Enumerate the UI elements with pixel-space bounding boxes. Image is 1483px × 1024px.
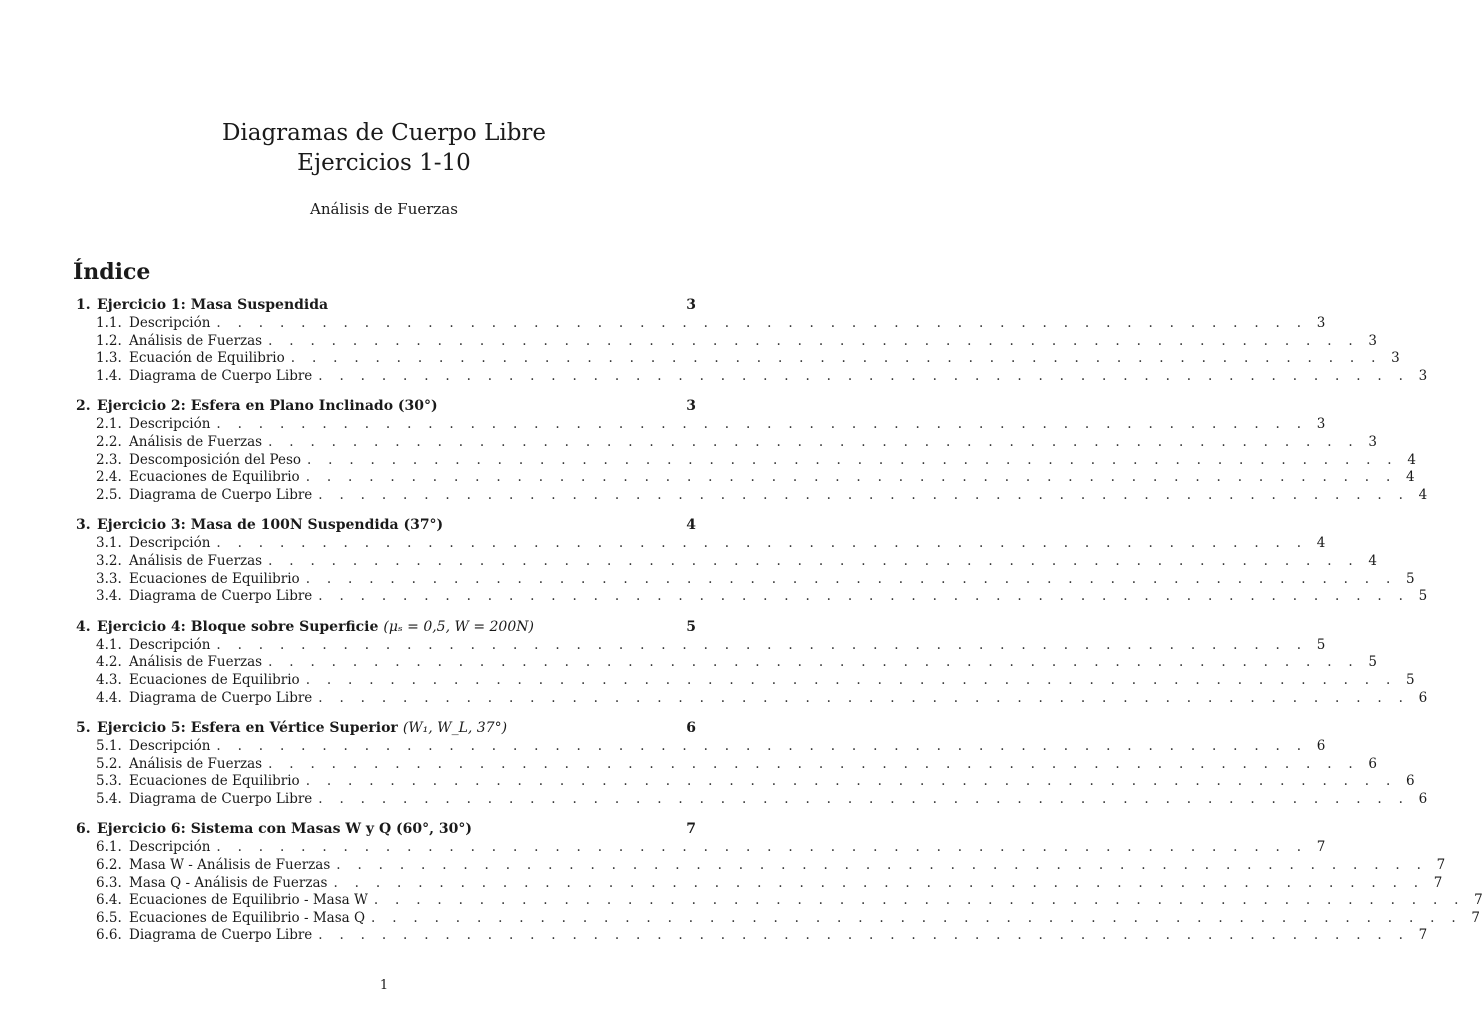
toc-page-number: 3 xyxy=(1316,416,1326,433)
toc-section xyxy=(76,618,1428,707)
toc-page-number: 7 xyxy=(1418,927,1428,944)
toc-subsection-number: 3.1. xyxy=(96,535,122,552)
toc-subsection-number: 2.3. xyxy=(96,451,122,468)
toc-section-title: Ejercicio 4: Bloque sobre Superficie xyxy=(97,618,379,635)
toc-subsection-number: 3.3. xyxy=(96,570,122,587)
toc-section-entry[interactable] xyxy=(76,820,696,839)
toc-subsection-number: 5.3. xyxy=(96,773,122,790)
toc-subsection-title: Análisis de Fuerzas xyxy=(129,332,263,349)
toc-dot-leader: . . . . . . . . . . . . . . . . . . . . . . . . . . . . . . . . . . . . . . . . . . . . . . . . . . . . xyxy=(216,535,1308,552)
toc-subsection-number: 4.4. xyxy=(96,689,122,706)
toc-dot-leader: . . . . . . . . . . . . . . . . . . . . . . . . . . . . . . . . . . . . . . . . . . . . . . . . . . . . xyxy=(268,654,1360,671)
toc-subsection-number: 6.2. xyxy=(96,857,122,874)
toc-dot-leader: . . . . . . . . . . . . . . . . . . . . . . . . . . . . . . . . . . . . . . . . . . . . . . . . . . . . xyxy=(305,773,1397,790)
toc-subsection-number: 6.5. xyxy=(96,909,122,926)
toc-dot-leader: . . . . . . . . . . . . . . . . . . . . . . . . . . . . . . . . . . . . . . . . . . . . . . . . . . . . xyxy=(268,755,1360,772)
toc-subsection-number: 1.3. xyxy=(96,350,122,367)
toc-dot-leader: . . . . . . . . . . . . . . . . . . . . . . . . . . . . . . . . . . . . . . . . . . . . . . . . . . . . xyxy=(290,350,1382,367)
toc-page-number: 7 xyxy=(1433,874,1443,891)
toc-page-number: 5 xyxy=(1316,636,1326,653)
toc-section xyxy=(76,516,1428,605)
toc-section-number: 5. xyxy=(76,720,91,737)
document-subtitle: Análisis de Fuerzas xyxy=(310,200,458,218)
toc-section-title: Ejercicio 3: Masa de 100N Suspendida (37°) xyxy=(97,517,444,534)
toc-dot-leader: . . . . . . . . . . . . . . . . . . . . . . . . . . . . . . . . . . . . . . . . . . . . . . . . . . . . xyxy=(305,570,1397,587)
toc-subsection-entry[interactable] xyxy=(76,927,1428,945)
toc-page-number: 6 xyxy=(686,720,696,737)
toc-subsection-number: 2.1. xyxy=(96,416,122,433)
toc-subsection-entry[interactable] xyxy=(76,790,1428,809)
toc-dot-leader: . . . . . . . . . . . . . . . . . . . . . . . . . . . . . . . . . . . . . . . . . . . . . . . . . . . . xyxy=(318,588,1410,605)
toc-page-number: 7 xyxy=(686,821,696,838)
toc-subsection-title: Análisis de Fuerzas xyxy=(129,433,263,450)
toc-subsection-title: Ecuaciones de Equilibrio xyxy=(129,671,300,688)
toc-dot-leader: . . . . . . . . . . . . . . . . . . . . . . . . . . . . . . . . . . . . . . . . . . . . . . . . . . . . xyxy=(216,738,1308,755)
toc-subsection-entry[interactable] xyxy=(76,588,1428,606)
toc-section-title: Ejercicio 6: Sistema con Masas W y Q (60°, 30°) xyxy=(97,821,472,838)
toc-page-number: 5 xyxy=(1368,654,1378,671)
toc-subsection-title: Análisis de Fuerzas xyxy=(129,755,263,772)
toc-section-title: Ejercicio 5: Esfera en Vértice Superior xyxy=(97,720,398,737)
toc-page-number: 4 xyxy=(1418,486,1428,503)
toc-section xyxy=(76,296,1428,385)
toc-dot-leader: . . . . . . . . . . . . . . . . . . . . . . . . . . . . . . . . . . . . . . . . . . . . . . . . . . . . xyxy=(305,469,1397,486)
toc-subsection-title: Ecuaciones de Equilibrio xyxy=(129,469,300,486)
toc-page-number: 3 xyxy=(1418,367,1428,384)
toc-subsection-number: 5.1. xyxy=(96,738,122,755)
toc-subsection-title: Diagrama de Cuerpo Libre xyxy=(129,689,313,706)
toc-section-title-math: (W₁, W_L, 37°) xyxy=(402,720,508,737)
toc-page-number: 3 xyxy=(1391,350,1400,367)
toc-subsection-title: Descripción xyxy=(129,315,211,331)
toc-dot-leader: . . . . . . . . . . . . . . . . . . . . . . . . . . . . . . . . . . . . . . . . . . . . . . . . . . . . xyxy=(318,689,1410,706)
toc-dot-leader: . . . . . . . . . . . . . . . . . . . . . . . . . . . . . . . . . . . . . . . . . . . . . . . . . . . . xyxy=(318,486,1410,503)
toc-subsection-title: Diagrama de Cuerpo Libre xyxy=(129,367,313,384)
toc-subsection-title: Ecuaciones de Equilibrio - Masa W xyxy=(129,892,368,909)
toc-page-number: 3 xyxy=(1368,433,1378,450)
toc-subsection-number: 1.1. xyxy=(96,315,122,331)
toc-subsection-number: 5.2. xyxy=(96,755,122,772)
toc-dot-leader: . . . . . . . . . . . . . . . . . . . . . . . . . . . . . . . . . . . . . . . . . . . . . . . . . . . . xyxy=(373,892,1465,909)
toc-subsection-entry[interactable] xyxy=(76,839,1326,857)
toc-subsection-number: 2.5. xyxy=(96,486,122,503)
toc-dot-leader: . . . . . . . . . . . . . . . . . . . . . . . . . . . . . . . . . . . . . . . . . . . . . . . . . . . . xyxy=(216,315,1308,331)
toc-subsection-title: Descripción xyxy=(129,416,211,433)
toc-subsection-number: 6.1. xyxy=(96,839,122,856)
toc-dot-leader: . . . . . . . . . . . . . . . . . . . . . . . . . . . . . . . . . . . . . . . . . . . . . . . . . . . . xyxy=(318,927,1410,944)
toc-dot-leader: . . . . . . . . . . . . . . . . . . . . . . . . . . . . . . . . . . . . . . . . . . . . . . . . . . . . xyxy=(371,909,1462,926)
toc-subsection-title: Diagrama de Cuerpo Libre xyxy=(129,588,313,605)
toc-section-title-math: (μₛ = 0,5, W = 200N) xyxy=(383,618,534,635)
toc-subsection-title: Diagrama de Cuerpo Libre xyxy=(129,927,313,944)
toc-page-number: 5 xyxy=(1418,588,1428,605)
toc-subsection-entry[interactable] xyxy=(76,636,1326,655)
toc-page-number: 7 xyxy=(1471,909,1480,926)
toc-subsection-entry[interactable] xyxy=(76,315,1326,333)
toc-section-entry[interactable] xyxy=(76,296,696,315)
toc-subsection-entry[interactable] xyxy=(76,486,1428,505)
toc-subsection-entry[interactable] xyxy=(76,738,1326,756)
toc-subsection-number: 1.4. xyxy=(96,367,122,384)
toc-page-number: 5 xyxy=(686,618,696,635)
toc-subsection-title: Masa Q - Análisis de Fuerzas xyxy=(129,874,328,891)
toc-subsection-number: 2.2. xyxy=(96,433,122,450)
toc-page-number: 6 xyxy=(1368,755,1378,772)
toc-subsection-title: Diagrama de Cuerpo Libre xyxy=(129,486,313,503)
toc-dot-leader: . . . . . . . . . . . . . . . . . . . . . . . . . . . . . . . . . . . . . . . . . . . . . . . . . . . . xyxy=(216,636,1308,653)
toc-dot-leader: . . . . . . . . . . . . . . . . . . . . . . . . . . . . . . . . . . . . . . . . . . . . . . . . . . . . xyxy=(216,416,1308,433)
toc-page-number: 5 xyxy=(1406,570,1415,587)
toc-subsection-entry[interactable] xyxy=(76,874,1443,893)
toc-section xyxy=(76,719,1428,808)
toc-subsection-entry[interactable] xyxy=(76,671,1415,690)
toc-page-number: 4 xyxy=(1368,552,1378,569)
toc-page-number: 6 xyxy=(1406,773,1415,790)
toc-subsection-title: Análisis de Fuerzas xyxy=(129,552,263,569)
toc-page-number: 4 xyxy=(1316,535,1326,552)
toc-page-number: 3 xyxy=(686,297,696,313)
toc-subsection-entry[interactable] xyxy=(76,469,1415,487)
toc-section-number: 2. xyxy=(76,398,91,415)
toc-page-number: 3 xyxy=(686,398,696,415)
toc-section-entry[interactable] xyxy=(76,719,696,738)
toc-subsection-title: Descripción xyxy=(129,738,211,755)
toc-dot-leader: . . . . . . . . . . . . . . . . . . . . . . . . . . . . . . . . . . . . . . . . . . . . . . . . . . . . xyxy=(268,552,1360,569)
toc-subsection-entry[interactable] xyxy=(76,892,1483,910)
toc-section-title: Ejercicio 2: Esfera en Plano Inclinado (30°) xyxy=(97,398,438,415)
title-block xyxy=(0,118,768,218)
toc-page-number: 6 xyxy=(1418,689,1428,706)
toc-dot-leader: . . . . . . . . . . . . . . . . . . . . . . . . . . . . . . . . . . . . . . . . . . . . . . . . . . . . xyxy=(318,367,1410,384)
toc-subsection-title: Diagrama de Cuerpo Libre xyxy=(129,790,313,807)
toc-subsection-number: 3.4. xyxy=(96,588,122,605)
toc-section xyxy=(76,397,1428,504)
toc-section-number: 4. xyxy=(76,618,91,635)
page-number: 1 xyxy=(379,978,389,993)
document-title-line-1: Diagramas de Cuerpo Libre xyxy=(221,120,547,146)
toc-subsection-number: 4.3. xyxy=(96,671,122,688)
toc-subsection-entry[interactable] xyxy=(76,332,1378,351)
toc-subsection-number: 6.3. xyxy=(96,874,122,891)
toc-subsection-title: Descripción xyxy=(129,535,211,552)
toc-subsection-entry[interactable] xyxy=(76,570,1415,589)
toc-page-number: 6 xyxy=(1316,738,1326,755)
toc-subsection-entry[interactable] xyxy=(76,689,1428,708)
toc-page-number: 3 xyxy=(1316,315,1326,331)
toc-subsection-entry[interactable] xyxy=(76,535,1326,553)
toc-subsection-title: Ecuaciones de Equilibrio xyxy=(129,570,300,587)
toc-page-number: 7 xyxy=(1436,857,1446,874)
toc-subsection-entry[interactable] xyxy=(76,451,1416,470)
toc-page-number: 7 xyxy=(1316,839,1326,856)
toc-subsection-number: 4.1. xyxy=(96,636,122,653)
toc-subsection-entry[interactable] xyxy=(76,773,1415,791)
table-of-contents xyxy=(76,296,1483,957)
toc-dot-leader: . . . . . . . . . . . . . . . . . . . . . . . . . . . . . . . . . . . . . . . . . . . . . . . . . . . . xyxy=(305,671,1397,688)
toc-subsection-number: 6.6. xyxy=(96,927,122,944)
toc-page-number: 3 xyxy=(1368,332,1378,349)
toc-subsection-title: Ecuación de Equilibrio xyxy=(129,350,285,367)
toc-dot-leader: . . . . . . . . . . . . . . . . . . . . . . . . . . . . . . . . . . . . . . . . . . . . . . . . . . . . xyxy=(333,874,1425,891)
toc-subsection-entry[interactable] xyxy=(76,367,1428,386)
toc-subsection-entry[interactable] xyxy=(76,654,1378,672)
toc-section-number: 1. xyxy=(76,297,91,313)
toc-dot-leader: . . . . . . . . . . . . . . . . . . . . . . . . . . . . . . . . . . . . . . . . . . . . . . . . . . . . xyxy=(336,857,1428,874)
toc-dot-leader: . . . . . . . . . . . . . . . . . . . . . . . . . . . . . . . . . . . . . . . . . . . . . . . . . . . . xyxy=(307,451,1398,468)
toc-subsection-title: Descripción xyxy=(129,636,211,653)
toc-page-number: 4 xyxy=(1406,469,1415,486)
toc-page-number: 5 xyxy=(1406,671,1415,688)
toc-subsection-number: 4.2. xyxy=(96,654,122,671)
toc-section-number: 3. xyxy=(76,517,91,534)
toc-page-number: 7 xyxy=(1474,892,1483,909)
toc-subsection-title: Descomposición del Peso xyxy=(129,451,301,468)
toc-section-entry[interactable] xyxy=(76,516,696,535)
toc-section-number: 6. xyxy=(76,821,91,838)
toc-subsection-title: Análisis de Fuerzas xyxy=(129,654,263,671)
toc-subsection-entry[interactable] xyxy=(76,416,1326,434)
toc-subsection-title: Descripción xyxy=(129,839,211,856)
toc-subsection-title: Masa W - Análisis de Fuerzas xyxy=(129,857,331,874)
toc-subsection-entry[interactable] xyxy=(76,552,1378,571)
toc-dot-leader: . . . . . . . . . . . . . . . . . . . . . . . . . . . . . . . . . . . . . . . . . . . . . . . . . . . . xyxy=(268,433,1360,450)
toc-subsection-entry[interactable] xyxy=(76,350,1400,368)
toc-page-number: 4 xyxy=(1407,451,1416,468)
toc-dot-leader: . . . . . . . . . . . . . . . . . . . . . . . . . . . . . . . . . . . . . . . . . . . . . . . . . . . . xyxy=(318,790,1410,807)
toc-subsection-number: 3.2. xyxy=(96,552,122,569)
toc-section-entry[interactable] xyxy=(76,618,696,637)
toc-subsection-number: 2.4. xyxy=(96,469,122,486)
document-title-line-2: Ejercicios 1-10 xyxy=(297,150,471,176)
toc-page-number: 4 xyxy=(686,517,696,534)
toc-subsection-entry[interactable] xyxy=(76,909,1480,928)
toc-subsection-entry[interactable] xyxy=(76,433,1378,452)
toc-subsection-number: 5.4. xyxy=(96,790,122,807)
toc-section xyxy=(76,820,1483,945)
toc-section-entry[interactable] xyxy=(76,397,696,416)
toc-subsection-entry[interactable] xyxy=(76,755,1378,774)
toc-subsection-number: 6.4. xyxy=(96,892,122,909)
toc-subsection-title: Ecuaciones de Equilibrio - Masa Q xyxy=(129,909,366,926)
toc-dot-leader: . . . . . . . . . . . . . . . . . . . . . . . . . . . . . . . . . . . . . . . . . . . . . . . . . . . . xyxy=(216,839,1308,856)
toc-subsection-title: Ecuaciones de Equilibrio xyxy=(129,773,300,790)
toc-subsection-number: 1.2. xyxy=(96,332,122,349)
toc-heading: Índice xyxy=(73,259,151,285)
toc-section-title: Ejercicio 1: Masa Suspendida xyxy=(97,297,329,313)
toc-subsection-entry[interactable] xyxy=(76,857,1446,875)
toc-dot-leader: . . . . . . . . . . . . . . . . . . . . . . . . . . . . . . . . . . . . . . . . . . . . . . . . . . . . xyxy=(268,332,1360,349)
toc-page-number: 6 xyxy=(1418,790,1428,807)
